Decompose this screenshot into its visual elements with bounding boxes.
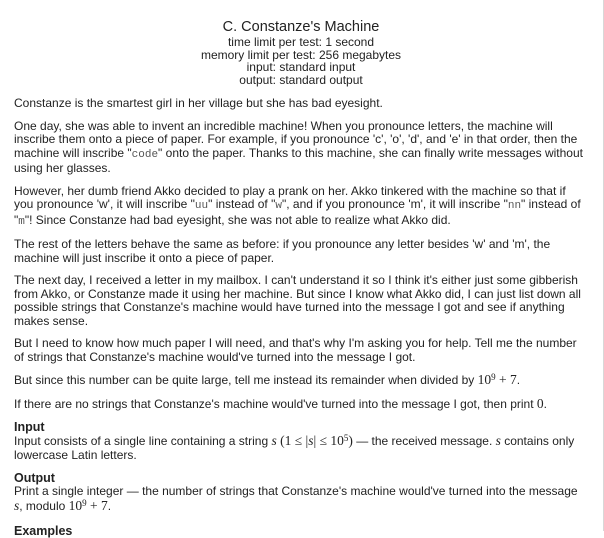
output-text-a: Print a single integer — the number of strings that Constanze's machine would've turned into the message (14, 484, 578, 498)
p8-text: If there are no strings that Constanze's machine would've turned into the message I got, then print (14, 396, 537, 411)
p8-end: . (543, 396, 547, 411)
output-text-c: . (107, 498, 112, 513)
output-mod-base: 10 (68, 497, 83, 513)
paragraph-8 (14, 397, 588, 412)
output-mod-tail: + 7 (86, 497, 108, 513)
w-literal: w (275, 200, 282, 212)
modulo-formula (478, 372, 517, 387)
input-text-a: Input consists of a single line containing a string (14, 434, 272, 448)
p3-text-b: " instead of " (208, 197, 276, 211)
input-description (14, 434, 588, 462)
problem-header (14, 18, 588, 86)
s-var: s (271, 433, 277, 448)
m-literal: m (18, 215, 25, 228)
s-var-2: s (495, 433, 501, 448)
mod-base: 10 (477, 372, 492, 387)
zero-value: 0 (536, 395, 544, 411)
p1-text: Constanze is the smartest girl in her village but she has bad eyesight. (14, 96, 383, 110)
time-limit: time limit per test: 1 second (227, 35, 375, 49)
paragraph-4 (14, 238, 588, 265)
output-section-title: Output (14, 471, 55, 485)
p5-text: The next day, I received a letter in my mailbox. I can't understand it so I think it's either just some gibberish from Akko, or Constanze made it using her machine. But since I know what Akko did, I can just list down all possible strings that Constanze's machine would have turned into the message I got and see if anything makes sense. (14, 273, 581, 328)
output-description (14, 485, 588, 513)
input-section (14, 420, 588, 462)
constraint-c: ) (348, 433, 353, 448)
paragraph-3 (14, 185, 588, 230)
p3-text-c: ", and if you pronounce 'm', it will inscribe " (281, 197, 508, 211)
constraint-s: s (308, 433, 314, 448)
p4-text: The rest of the letters behave the same as before: if you pronounce any letter besides 'w' and 'm', the machine will just inscribe it onto a piece of paper. (14, 237, 551, 265)
input-text-b: — the received message. (352, 434, 496, 448)
paragraph-1 (14, 97, 588, 111)
input-text-c: contains only lowercase Latin letters. (14, 434, 575, 462)
input-spec: input: standard input (246, 60, 356, 74)
p3-text-e: "! Since Constanze had bad eyesight, she was not able to realize what Akko did. (24, 212, 451, 227)
output-modulo-formula (69, 498, 108, 513)
mod-exponent: 9 (491, 372, 496, 382)
nn-literal: nn (507, 200, 522, 212)
constraint-a: (1 ≤ | (276, 433, 309, 448)
paragraph-6 (14, 337, 588, 364)
p2-text-a: One day, she was able to invent an incredible machine! When you pronounce letters, the machine will inscribe them onto a piece of paper. For example, if you pronounce 'c', 'o', 'd', and 'e' in that order, then the machine will inscribe " (14, 118, 578, 160)
paragraph-7 (14, 373, 588, 388)
length-constraint (277, 433, 353, 448)
problem-statement (14, 0, 588, 522)
output-text-b: , modulo (19, 498, 69, 513)
legend (14, 97, 588, 411)
p2-text-b: " onto the paper. Thanks to this machine, she can finally write messages without using her glasses. (14, 145, 583, 175)
examples-title-partial: Examples (14, 524, 73, 538)
uu-literal: uu (194, 200, 209, 212)
p6-text: But I need to know how much paper I will need, and that's why I'm asking you for help. Tell me the number of strings that Constanze's machine would've turned into the message I got. (14, 336, 577, 364)
paragraph-5 (14, 274, 588, 328)
p3-text-a: However, her dumb friend Akko decided to play a prank on her. Akko tinkered with the machine so that if you pronounce 'w', it will inscribe " (14, 183, 566, 211)
constraint-exp: 5 (343, 433, 349, 443)
problem-title: C. Constanze's Machine (222, 19, 380, 35)
output-mod-exponent: 9 (82, 497, 87, 508)
p7-end: . (516, 373, 521, 387)
mod-tail: + 7 (495, 372, 517, 387)
output-spec: output: standard output (239, 72, 363, 87)
paragraph-2 (14, 120, 588, 176)
output-section (14, 471, 588, 513)
output-s-var: s (14, 497, 20, 513)
memory-limit: memory limit per test: 256 megabytes (200, 47, 402, 62)
p7-text: But since this number can be quite large, tell me instead its remainder when divided by (14, 373, 478, 387)
code-literal: code (131, 148, 159, 161)
constraint-b: | ≤ 10 (313, 433, 344, 448)
input-section-title: Input (14, 420, 45, 434)
p3-text-d: " instead of " (14, 197, 581, 227)
